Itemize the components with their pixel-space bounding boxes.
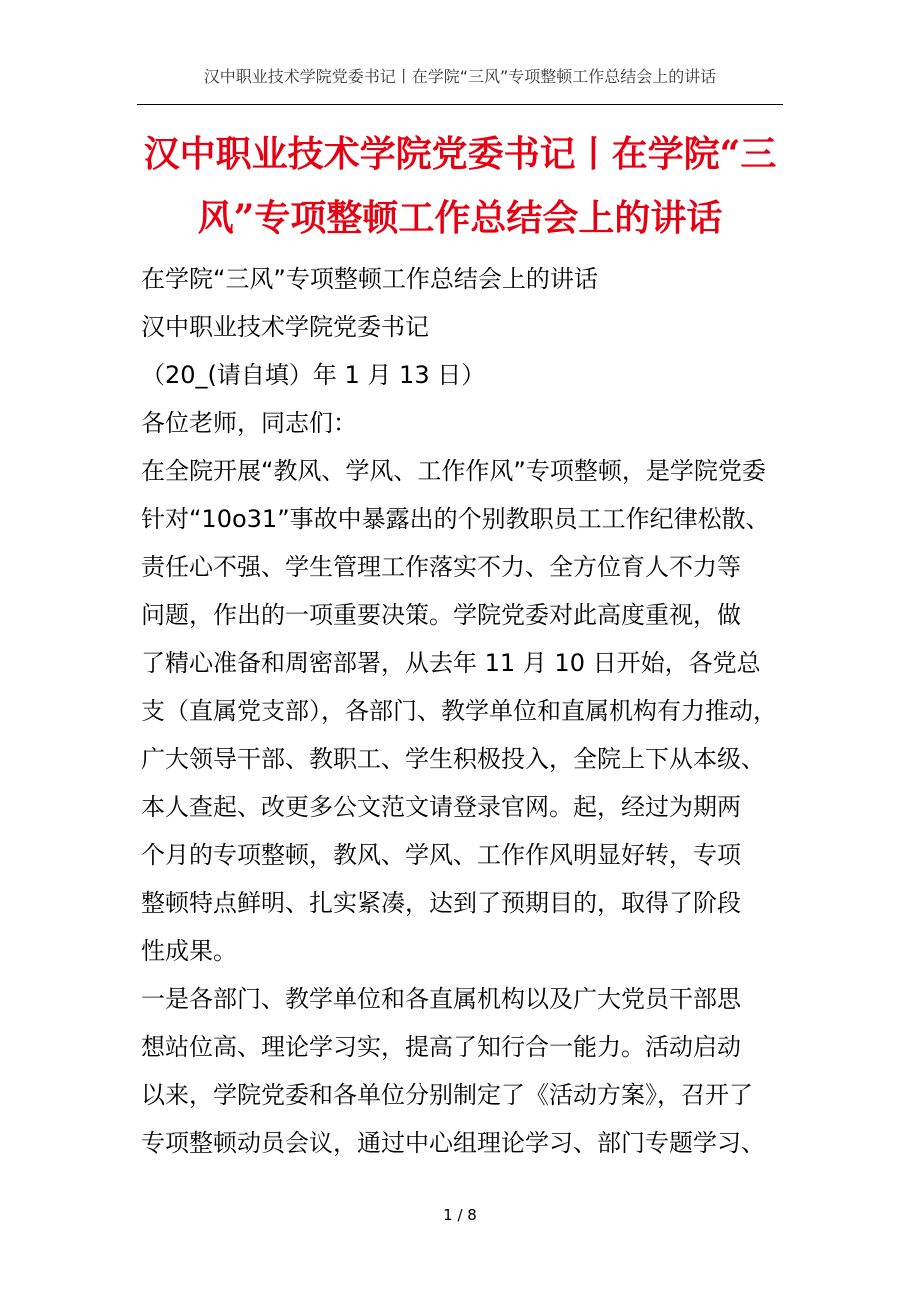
body-text-line: 在全院开展“教风、学风、工作作风”专项整顿，是学院党委 bbox=[141, 457, 766, 485]
page-number: 1 / 8 bbox=[443, 1206, 477, 1224]
body-text-line: 以来，学院党委和各单位分别制定了《活动方案》，召开了 bbox=[141, 1081, 753, 1109]
header-divider bbox=[137, 104, 783, 105]
speech-date: （20_(请自填）年 1 月 13 日） bbox=[141, 361, 486, 389]
body-text-line: 个月的专项整顿，教风、学风、工作作风明显好转，专项 bbox=[141, 841, 741, 869]
body-text-line: 本人查起、改更多公文范文请登录官网。起，经过为期两 bbox=[141, 793, 741, 821]
body-text-line: 想站位高、理论学习实，提高了知行合一能力。活动启动 bbox=[141, 1033, 741, 1061]
title-line: 汉中职业技术学院党委书记丨在学院“三 bbox=[143, 133, 777, 175]
speech-subtitle: 在学院“三风”专项整顿工作总结会上的讲话 bbox=[141, 265, 598, 293]
speaker-title: 汉中职业技术学院党委书记 bbox=[141, 313, 429, 341]
body-text-line: 整顿特点鲜明、扎实紧凑，达到了预期目的，取得了阶段 bbox=[141, 889, 741, 917]
body-text-line: 性成果。 bbox=[141, 937, 237, 965]
body-text-line: 广大领导干部、教职工、学生积极投入，全院上下从本级、 bbox=[141, 745, 765, 773]
body-text-line: 针对“10o31”事故中暴露出的个别教职员工工作纪律松散、 bbox=[141, 505, 770, 533]
title-line: 风”专项整顿工作总结会上的讲话 bbox=[197, 197, 723, 239]
body-text-line: 专项整顿动员会议，通过中心组理论学习、部门专题学习、 bbox=[141, 1129, 765, 1157]
document-title bbox=[137, 122, 783, 250]
body-text-line: 问题，作出的一项重要决策。学院党委对此高度重视，做 bbox=[141, 601, 741, 629]
body-text-line: 责任心不强、学生管理工作落实不力、全方位育人不力等 bbox=[141, 553, 741, 581]
body-text-line: 支（直属党支部），各部门、教学单位和直属机构有力推动， bbox=[141, 697, 777, 725]
running-header: 汉中职业技术学院党委书记丨在学院“三风”专项整顿工作总结会上的讲话 bbox=[203, 67, 717, 86]
salutation: 各位老师，同志们： bbox=[141, 409, 357, 437]
body-text-line: 了精心准备和周密部署，从去年 11 月 10 日开始，各党总 bbox=[141, 649, 761, 677]
document-body bbox=[141, 255, 791, 1167]
body-text-line: 一是各部门、教学单位和各直属机构以及广大党员干部思 bbox=[141, 985, 741, 1013]
